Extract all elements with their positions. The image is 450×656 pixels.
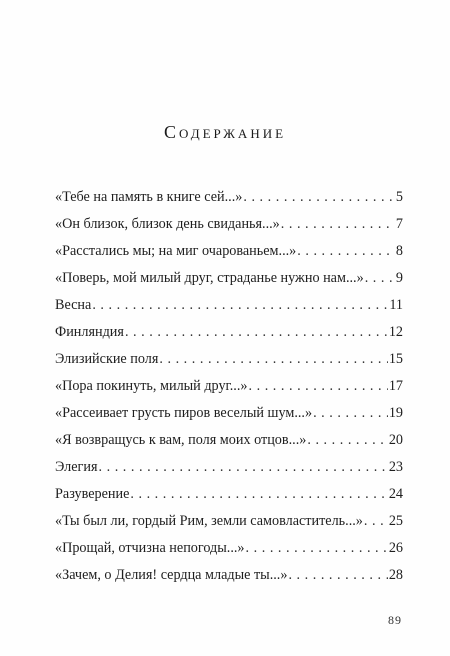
toc-entry-title: «Поверь, мой милый друг, страданье нужно нам...»: [55, 270, 364, 286]
toc-entry-title: Разуверение: [55, 486, 130, 502]
toc-entry: [55, 538, 403, 565]
toc-entry: [55, 457, 403, 484]
toc-leader-dots: [307, 430, 387, 450]
toc-entry-title: «Ты был ли, гордый Рим, земли самовластитель...»: [55, 513, 363, 529]
toc-entry: [55, 565, 403, 592]
toc-entry-title: «Он близок, близок день свиданья...»: [55, 216, 280, 232]
toc-entry-page: 28: [388, 567, 403, 583]
toc-leader-dots: [364, 511, 388, 531]
toc-entry-page: 11: [389, 297, 403, 313]
toc-entry-title: «Я возвращусь к вам, поля моих отцов...»: [55, 432, 307, 448]
toc-leader-dots: [125, 322, 388, 342]
toc-entry-page: 9: [395, 270, 403, 286]
toc-leader-dots: [243, 187, 394, 207]
toc-leader-dots: [365, 268, 394, 288]
toc-entry-page: 7: [395, 216, 403, 232]
toc-entry-page: 20: [388, 432, 403, 448]
toc-entry-title: «Тебе на память в книге сей...»: [55, 189, 243, 205]
toc-entry-title: «Пора покинуть, милый друг...»: [55, 378, 248, 394]
toc-entry-page: 15: [388, 351, 403, 367]
toc-entry: [55, 322, 403, 349]
toc-entry: [55, 511, 403, 538]
page-number: 89: [388, 613, 402, 627]
toc-entry-title: Элизийские поля: [55, 351, 159, 367]
toc-entry: [55, 187, 403, 214]
toc-leader-dots: [99, 457, 388, 477]
toc-leader-dots: [297, 241, 394, 261]
toc-entry: [55, 430, 403, 457]
toc-entry-page: 5: [395, 189, 403, 205]
toc-entry-page: 24: [388, 486, 403, 502]
toc-entry-title: «Рассеивает грусть пиров веселый шум...»: [55, 405, 313, 421]
toc-leader-dots: [288, 565, 387, 585]
toc-entry: [55, 214, 403, 241]
toc-entry: [55, 241, 403, 268]
toc-entry-page: 25: [388, 513, 403, 529]
toc-leader-dots: [159, 349, 387, 369]
toc-entry-page: 17: [388, 378, 403, 394]
toc-leader-dots: [281, 214, 394, 234]
toc-entry-title: Элегия: [55, 459, 98, 475]
toc-leader-dots: [249, 376, 388, 396]
toc-leader-dots: [246, 538, 388, 558]
toc-entry: [55, 295, 403, 322]
page-title: Содержание: [163, 122, 287, 142]
toc-leader-dots: [92, 295, 388, 315]
toc-entry-title: Финляндия: [55, 324, 124, 340]
toc-entry: [55, 376, 403, 403]
toc-entry: [55, 484, 403, 511]
toc-leader-dots: [313, 403, 388, 423]
toc-entry-page: 12: [388, 324, 403, 340]
toc-entry: [55, 403, 403, 430]
table-of-contents: [55, 187, 403, 592]
toc-entry-page: 26: [388, 540, 403, 556]
toc-entry-page: 19: [388, 405, 403, 421]
toc-entry-page: 23: [388, 459, 403, 475]
toc-entry-title: «Прощай, отчизна непогоды...»: [55, 540, 245, 556]
toc-entry: [55, 268, 403, 295]
toc-entry: [55, 349, 403, 376]
toc-entry-page: 8: [395, 243, 403, 259]
toc-leader-dots: [130, 484, 387, 504]
toc-entry-title: «Расстались мы; на миг очарованьем...»: [55, 243, 297, 259]
toc-entry-title: Весна: [55, 297, 92, 313]
toc-entry-title: «Зачем, о Делия! сердца младые ты...»: [55, 567, 288, 583]
